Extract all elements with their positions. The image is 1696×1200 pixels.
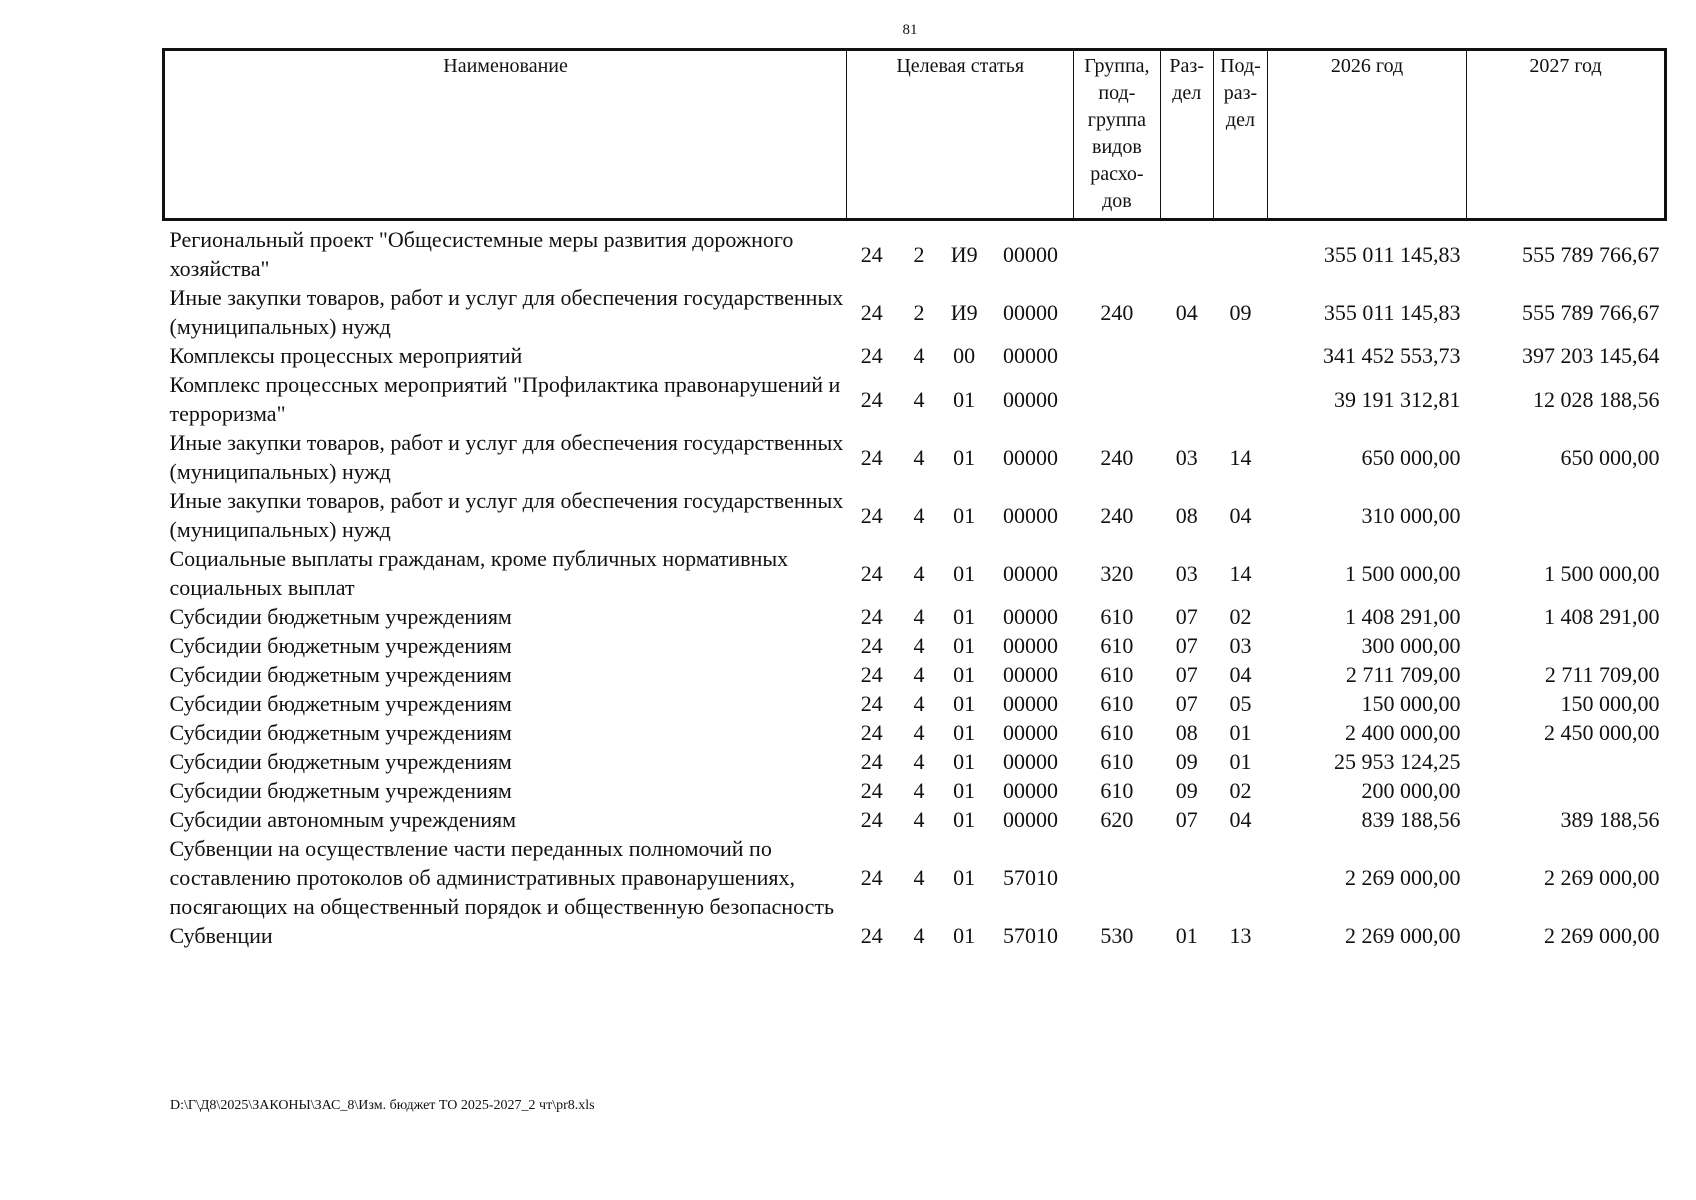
row-program-code: 24 [860, 807, 883, 832]
row-direction-code: 00000 [1002, 560, 1058, 586]
row-name: Субсидии бюджетным учреждениям [169, 691, 512, 716]
row-amount-2027: 12 028 188,56 [1533, 386, 1660, 412]
row-direction-code: 00000 [1002, 299, 1058, 325]
row-amount-2027 [1467, 776, 1666, 805]
row-event-code: 01 [953, 386, 976, 412]
page-number: 81 [902, 22, 918, 38]
row-expense-group: 610 [1100, 691, 1134, 716]
row-amount-2027: 150 000,00 [1560, 691, 1660, 716]
footer-file-path: D:\Г\Д8\2025\ЗАКОНЫ\ЗАС_8\Изм. бюджет ТО 2025-2027_2 чт\pr8.xls [170, 1098, 595, 1113]
row-event-code: 01 [953, 662, 976, 687]
row-direction-code: 00000 [1002, 502, 1058, 528]
row-amount-2027: 2 269 000,00 [1544, 923, 1660, 948]
row-section: 08 [1175, 502, 1198, 528]
row-direction-code: 00000 [1002, 720, 1058, 745]
table-row [164, 921, 1666, 950]
row-section: 07 [1175, 633, 1198, 658]
row-event-code: 01 [953, 444, 976, 470]
row-name: Иные закупки товаров, работ и услуг для обеспечения государственных (муниципальных) нужд [169, 430, 844, 484]
row-expense-group: 240 [1100, 299, 1134, 325]
row-amount-2026: 310 000,00 [1361, 502, 1461, 528]
row-amount-2026: 2 711 709,00 [1345, 662, 1461, 687]
row-amount-2026: 839 188,56 [1361, 807, 1461, 832]
row-subprogram-code: 4 [913, 343, 925, 368]
row-amount-2027: 555 789 766,67 [1522, 241, 1660, 267]
table-body [164, 220, 1666, 951]
table-row [164, 486, 1666, 544]
row-name: Субсидии автономным учреждениям [169, 807, 517, 832]
row-expense-group [1074, 370, 1160, 428]
row-subsection: 01 [1229, 720, 1252, 745]
row-program-code: 24 [860, 720, 883, 745]
header-year-2027: 2027 год [1467, 50, 1666, 220]
row-direction-code: 00000 [1002, 691, 1058, 716]
row-expense-group [1074, 834, 1160, 921]
table-row [164, 776, 1666, 805]
row-subsection: 13 [1229, 923, 1252, 948]
row-amount-2026: 355 011 145,83 [1323, 241, 1461, 267]
row-amount-2026: 650 000,00 [1361, 444, 1461, 470]
row-amount-2026: 25 953 124,25 [1334, 749, 1461, 774]
row-program-code: 24 [860, 241, 883, 267]
row-expense-group: 240 [1100, 444, 1134, 470]
row-subsection [1213, 370, 1267, 428]
row-event-code: 01 [953, 691, 976, 716]
row-subprogram-code: 4 [913, 386, 925, 412]
header-expense-group: Группа, под- группа видов расхо- дов [1074, 50, 1160, 220]
row-subprogram-code: 2 [913, 241, 925, 267]
row-amount-2027: 389 188,56 [1560, 807, 1660, 832]
row-subprogram-code: 4 [913, 633, 925, 658]
row-subprogram-code: 4 [913, 662, 925, 687]
row-event-code: 01 [953, 923, 976, 948]
row-direction-code: 57010 [1002, 865, 1058, 890]
row-subsection [1213, 220, 1267, 284]
table-row [164, 718, 1666, 747]
table-row [164, 220, 1666, 284]
row-direction-code: 00000 [1002, 241, 1058, 267]
row-subsection: 04 [1229, 662, 1252, 687]
row-program-code: 24 [860, 662, 883, 687]
row-subprogram-code: 4 [913, 604, 925, 629]
row-amount-2027: 2 450 000,00 [1544, 720, 1660, 745]
row-section: 04 [1175, 299, 1198, 325]
row-amount-2027: 2 711 709,00 [1544, 662, 1660, 687]
row-subprogram-code: 4 [913, 720, 925, 745]
row-name: Иные закупки товаров, работ и услуг для обеспечения государственных (муниципальных) нужд [169, 285, 844, 339]
row-direction-code: 00000 [1002, 778, 1058, 803]
row-subprogram-code: 4 [913, 807, 925, 832]
header-target-article: Целевая статья [847, 50, 1074, 220]
row-expense-group [1074, 220, 1160, 284]
row-program-code: 24 [860, 923, 883, 948]
row-program-code: 24 [860, 749, 883, 774]
row-name: Социальные выплаты гражданам, кроме публичных нормативных социальных выплат [169, 546, 789, 600]
row-amount-2026: 355 011 145,83 [1323, 299, 1461, 325]
row-expense-group: 610 [1100, 633, 1134, 658]
row-subsection: 14 [1229, 560, 1252, 586]
header-section: Раз- дел [1160, 50, 1213, 220]
row-name: Субсидии бюджетным учреждениям [169, 633, 512, 658]
row-event-code: 01 [953, 720, 976, 745]
row-name: Субсидии бюджетным учреждениям [169, 778, 512, 803]
row-subprogram-code: 4 [913, 778, 925, 803]
row-subsection: 05 [1229, 691, 1252, 716]
row-direction-code: 00000 [1002, 633, 1058, 658]
row-event-code: 01 [953, 778, 976, 803]
row-program-code: 24 [860, 691, 883, 716]
row-amount-2027: 555 789 766,67 [1522, 299, 1660, 325]
row-expense-group: 320 [1100, 560, 1134, 586]
row-expense-group: 620 [1100, 807, 1134, 832]
row-direction-code: 00000 [1002, 604, 1058, 629]
table-row [164, 544, 1666, 602]
row-program-code: 24 [860, 633, 883, 658]
row-program-code: 24 [860, 299, 883, 325]
row-direction-code: 00000 [1002, 343, 1058, 368]
row-event-code: 01 [953, 604, 976, 629]
row-program-code: 24 [860, 502, 883, 528]
table-row [164, 660, 1666, 689]
row-amount-2026: 200 000,00 [1361, 778, 1461, 803]
row-subprogram-code: 4 [913, 865, 925, 890]
row-expense-group: 240 [1100, 502, 1134, 528]
row-program-code: 24 [860, 865, 883, 890]
row-event-code: 00 [953, 343, 976, 368]
table-header-row [164, 50, 1666, 220]
row-amount-2026: 341 452 553,73 [1323, 343, 1461, 368]
row-amount-2026: 2 269 000,00 [1345, 865, 1461, 890]
row-expense-group: 610 [1100, 604, 1134, 629]
row-subprogram-code: 4 [913, 923, 925, 948]
row-program-code: 24 [860, 444, 883, 470]
row-amount-2026: 2 269 000,00 [1345, 923, 1461, 948]
row-direction-code: 57010 [1002, 923, 1058, 948]
row-section: 03 [1175, 444, 1198, 470]
row-subprogram-code: 2 [913, 299, 925, 325]
header-year-2026: 2026 год [1268, 50, 1467, 220]
row-subsection: 14 [1229, 444, 1252, 470]
row-subprogram-code: 4 [913, 749, 925, 774]
row-expense-group: 610 [1100, 778, 1134, 803]
row-subsection [1213, 834, 1267, 921]
row-event-code: 01 [953, 633, 976, 658]
table-row [164, 283, 1666, 341]
row-direction-code: 00000 [1002, 386, 1058, 412]
row-direction-code: 00000 [1002, 749, 1058, 774]
row-expense-group [1074, 341, 1160, 370]
row-name: Субвенции [169, 923, 273, 948]
row-amount-2027 [1467, 486, 1666, 544]
row-name: Комплекс процессных мероприятий "Профилактика правонарушений и терроризма" [169, 372, 841, 426]
row-amount-2026: 1 408 291,00 [1345, 604, 1461, 629]
row-name: Субсидии бюджетным учреждениям [169, 749, 512, 774]
row-subprogram-code: 4 [913, 502, 925, 528]
row-subsection [1213, 341, 1267, 370]
row-program-code: 24 [860, 343, 883, 368]
row-section [1160, 370, 1213, 428]
row-section: 09 [1175, 778, 1198, 803]
row-amount-2027: 2 269 000,00 [1544, 865, 1660, 890]
row-name: Комплексы процессных мероприятий [169, 343, 523, 368]
table-row [164, 341, 1666, 370]
row-expense-group: 610 [1100, 749, 1134, 774]
row-subsection: 02 [1229, 604, 1252, 629]
row-name: Субсидии бюджетным учреждениям [169, 604, 512, 629]
row-name: Региональный проект "Общесистемные меры развития дорожного хозяйства" [169, 227, 794, 281]
row-subprogram-code: 4 [913, 444, 925, 470]
row-expense-group: 530 [1100, 923, 1134, 948]
row-subprogram-code: 4 [913, 560, 925, 586]
row-event-code: 01 [953, 560, 976, 586]
row-name: Иные закупки товаров, работ и услуг для обеспечения государственных (муниципальных) нужд [169, 488, 844, 542]
row-amount-2027 [1467, 631, 1666, 660]
row-subprogram-code: 4 [913, 691, 925, 716]
row-section [1160, 220, 1213, 284]
row-section: 08 [1175, 720, 1198, 745]
row-amount-2027: 1 500 000,00 [1544, 560, 1660, 586]
table-row [164, 805, 1666, 834]
row-subsection: 04 [1229, 502, 1252, 528]
row-name: Субсидии бюджетным учреждениям [169, 662, 512, 687]
table-row [164, 747, 1666, 776]
row-subsection: 09 [1229, 299, 1252, 325]
row-amount-2027: 650 000,00 [1560, 444, 1660, 470]
row-event-code: 01 [953, 749, 976, 774]
table-row [164, 689, 1666, 718]
table-row [164, 631, 1666, 660]
row-event-code: 01 [953, 502, 976, 528]
row-name: Субвенции на осуществление части переданных полномочий по составлению протоколов об административных правонарушениях, посягающих на общественный порядок и общественную безопасность [169, 836, 835, 919]
row-amount-2026: 150 000,00 [1361, 691, 1461, 716]
row-expense-group: 610 [1100, 720, 1134, 745]
row-amount-2026: 39 191 312,81 [1334, 386, 1461, 412]
row-section: 07 [1175, 807, 1198, 832]
row-program-code: 24 [860, 386, 883, 412]
row-event-code: И9 [950, 241, 978, 267]
row-name: Субсидии бюджетным учреждениям [169, 720, 512, 745]
row-section [1160, 341, 1213, 370]
row-amount-2026: 1 500 000,00 [1345, 560, 1461, 586]
row-subsection: 03 [1229, 633, 1252, 658]
row-section [1160, 834, 1213, 921]
row-expense-group: 610 [1100, 662, 1134, 687]
row-subsection: 01 [1229, 749, 1252, 774]
table-row [164, 834, 1666, 921]
row-section: 07 [1175, 604, 1198, 629]
row-section: 01 [1175, 923, 1198, 948]
header-name: Наименование [164, 50, 847, 220]
row-amount-2026: 300 000,00 [1361, 633, 1461, 658]
row-section: 03 [1175, 560, 1198, 586]
row-program-code: 24 [860, 560, 883, 586]
row-program-code: 24 [860, 604, 883, 629]
row-amount-2026: 2 400 000,00 [1345, 720, 1461, 745]
row-direction-code: 00000 [1002, 807, 1058, 832]
row-event-code: 01 [953, 865, 976, 890]
row-subsection: 04 [1229, 807, 1252, 832]
row-amount-2027 [1467, 747, 1666, 776]
row-direction-code: 00000 [1002, 662, 1058, 687]
row-subsection: 02 [1229, 778, 1252, 803]
row-direction-code: 00000 [1002, 444, 1058, 470]
table-row [164, 428, 1666, 486]
row-section: 09 [1175, 749, 1198, 774]
row-program-code: 24 [860, 778, 883, 803]
header-subsection: Под- раз- дел [1213, 50, 1267, 220]
table-row [164, 602, 1666, 631]
budget-table [162, 48, 1667, 950]
row-section: 07 [1175, 662, 1198, 687]
row-amount-2027: 397 203 145,64 [1522, 343, 1660, 368]
table-row [164, 370, 1666, 428]
row-amount-2027: 1 408 291,00 [1544, 604, 1660, 629]
row-event-code: 01 [953, 807, 976, 832]
row-event-code: И9 [950, 299, 978, 325]
row-section: 07 [1175, 691, 1198, 716]
